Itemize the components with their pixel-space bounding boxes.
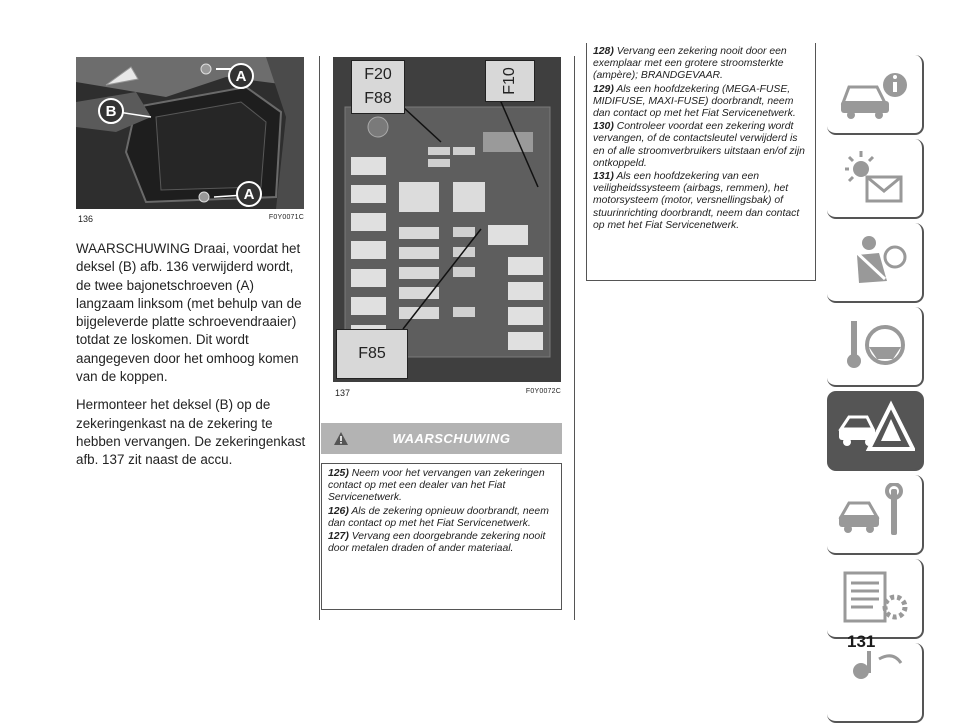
fuse-f88-label: F88 [364,90,392,107]
page-number: 131 [847,632,876,651]
note-text: Neem voor het vervangen van zekeringen contact op met een dealer van het Fiat Servicenetwerk. [328,468,545,504]
callout-a-label: A [243,185,255,203]
warning-note [328,506,555,530]
callout-a-top [228,63,254,89]
multimedia-music-icon [839,649,911,683]
callout-a-bottom [236,181,262,207]
tab-technical-data[interactable] [827,559,924,643]
figure-code: F0Y0072C [525,388,561,395]
warning-section [321,423,562,610]
note-number: 127) [328,531,349,543]
tab-emergency[interactable] [827,391,924,475]
warning-triangle-icon [321,432,361,445]
note-number: 128) [593,46,614,57]
warning-title: WAARSCHUWING [392,431,511,446]
note-number: 129) [593,83,614,95]
note-text: Controleer voordat een zekering wordt vervangen, of de contactsleutel verwijderd is en of alle stroomverbruikers uitstaan en/of zijn ontkoppeld. [593,121,805,169]
column-divider-1 [319,56,320,620]
warning-note [593,171,809,232]
note-number: 125) [328,468,349,479]
fuse-label-f85 [336,329,408,379]
dashboard-warning-icon [837,147,913,209]
note-number: 126) [328,505,349,517]
warning-note [593,46,809,83]
fuse-label-f20-f88 [351,60,405,114]
car-maintenance-wrench-icon [837,483,913,545]
tab-multimedia[interactable] [827,643,924,727]
note-text: Als de zekering opnieuw doorbrandt, neem dan contact op met het Fiat Servicenetwerk. [328,505,549,529]
figure-code: F0Y0071C [268,214,304,221]
callout-a-label: A [235,67,247,85]
figure-number: 137 [335,388,351,398]
figure-137-caption [335,388,561,398]
technical-data-gear-icon [839,567,913,629]
car-info-icon [837,65,913,123]
right-notes-box [586,43,816,281]
figure-136-caption [78,214,304,224]
paragraph-reinstall-cover: Hermonteer het deksel (B) op de zekeringenkast na de zekering te hebben vervangen. De zekeringenkast afb. 137 zit naast de accu. [76,397,306,468]
warning-note [328,531,555,555]
figure-137-photo [333,57,561,382]
figure-136-photo [76,57,304,209]
tab-car-info[interactable] [827,55,924,139]
warning-note [593,121,809,170]
warning-notes-box [321,463,562,610]
seatbelt-airbag-icon [839,231,911,293]
note-text: Vervang een doorgebrande zekering nooit door metalen draden of ander materiaal. [328,531,546,555]
left-text-block [76,240,308,480]
column-divider-2 [574,56,575,620]
fuse-box-cover-illustration [76,57,304,209]
note-text: Als een hoofdzekering van een veiligheidssysteem (airbags, remmen), het motorsysteem (motor, versnellingsbak) of stuurinrichting doorbrandt, neem dan contact op met het Fiat Servicenetwerk. [593,171,800,231]
note-number: 131) [593,171,614,183]
fuse-f20-label: F20 [364,66,392,83]
tab-dashboard-warnings[interactable] [827,139,924,223]
note-number: 130) [593,121,614,133]
fuse-label-f10 [485,60,535,102]
fuse-f85-label: F85 [358,345,386,362]
callout-b [98,98,124,124]
callout-b-label: B [105,102,117,120]
warning-header [321,423,562,454]
warning-note [593,84,809,121]
fuse-f10-label: F10 [500,67,518,95]
key-steering-wheel-icon [839,315,911,377]
tab-starting-driving[interactable] [827,307,924,391]
figure-number: 136 [78,214,94,224]
warning-note [328,468,555,505]
paragraph-warning-cover: WAARSCHUWING Draai, voordat het deksel (B) afb. 136 verwijderd wordt, de twee bajonetschroeven (A) langzaam linksom (met behulp van de bijgeleverde platte schroevendraaier) totdat ze loskomen. Dit wordt aangegeven door het omhoog komen van de koppen. [76,241,302,385]
note-text: Vervang een zekering nooit door een exemplaar met een grotere stroomsterkte (ampère); BRANDGEVAAR. [593,46,787,82]
emergency-warning-triangle-icon [837,399,915,461]
tab-maintenance[interactable] [827,475,924,559]
note-text: Als een hoofdzekering (MEGA-FUSE, MIDIFUSE, MAXI-FUSE) doorbrandt, neem dan contact op met het Fiat Servicenetwerk. [593,83,796,120]
tab-safety[interactable] [827,223,924,307]
